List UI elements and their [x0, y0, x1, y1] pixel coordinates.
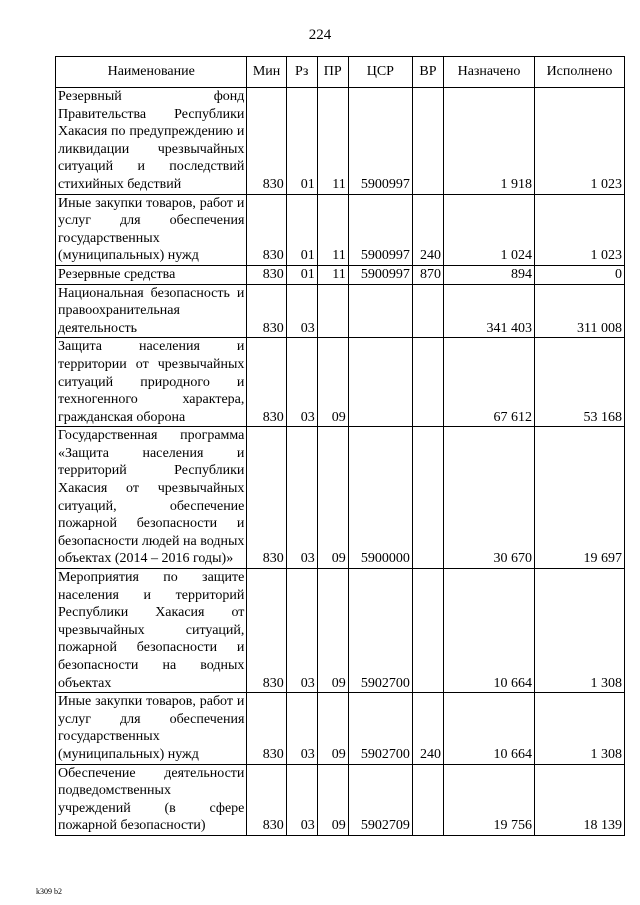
cell-rz: 03: [286, 764, 317, 835]
table-row: [56, 764, 625, 835]
cell-rz: 03: [286, 338, 317, 427]
table-row: [56, 88, 625, 195]
cell-name: Иные закупки товаров, работ и услуг для обеспечения государственных (муниципальных) нужд: [56, 194, 247, 265]
cell-assigned: 10 664: [443, 569, 534, 693]
cell-pr: 09: [317, 427, 348, 569]
table-row: [56, 284, 625, 338]
cell-csr: 5902700: [348, 693, 412, 764]
cell-csr: 5900997: [348, 194, 412, 265]
cell-assigned: 19 756: [443, 764, 534, 835]
cell-assigned: 30 670: [443, 427, 534, 569]
table-row: [56, 338, 625, 427]
cell-rz: 03: [286, 427, 317, 569]
cell-vr: [412, 569, 443, 693]
cell-min: 830: [247, 265, 286, 284]
table-row: [56, 427, 625, 569]
header-csr: ЦСР: [348, 57, 412, 88]
header-min: Мин: [247, 57, 286, 88]
cell-vr: [412, 427, 443, 569]
cell-min: 830: [247, 88, 286, 195]
cell-rz: 01: [286, 265, 317, 284]
table-row: [56, 569, 625, 693]
cell-min: 830: [247, 764, 286, 835]
table-row: [56, 194, 625, 265]
cell-rz: 03: [286, 693, 317, 764]
cell-pr: [317, 284, 348, 338]
cell-vr: [412, 338, 443, 427]
cell-name: Мероприятия по защите населения и территорий Республики Хакасия от чрезвычайных ситуаций, пожарной безопасности и безопасности на водных объектах: [56, 569, 247, 693]
cell-min: 830: [247, 194, 286, 265]
cell-csr: 5900000: [348, 427, 412, 569]
cell-pr: 09: [317, 693, 348, 764]
cell-csr: 5902700: [348, 569, 412, 693]
cell-executed: 19 697: [534, 427, 624, 569]
cell-pr: 11: [317, 194, 348, 265]
cell-executed: 1 308: [534, 693, 624, 764]
cell-vr: [412, 88, 443, 195]
header-rz: Рз: [286, 57, 317, 88]
cell-name: Государственная программа «Защита населения и территорий Республики Хакасия от чрезвычайных ситуаций, обеспечение пожарной безопасности и безопасности людей на водных объектах (2014 – 2016 годы)»: [56, 427, 247, 569]
cell-csr: [348, 284, 412, 338]
cell-csr: [348, 338, 412, 427]
cell-assigned: 1 024: [443, 194, 534, 265]
cell-assigned: 1 918: [443, 88, 534, 195]
cell-min: 830: [247, 427, 286, 569]
cell-min: 830: [247, 693, 286, 764]
footer-code: k309 b2: [36, 887, 62, 896]
cell-pr: 11: [317, 88, 348, 195]
cell-assigned: 67 612: [443, 338, 534, 427]
cell-min: 830: [247, 338, 286, 427]
cell-min: 830: [247, 569, 286, 693]
cell-name: Резервный фонд Правительства Республики Хакасия по предупреждению и ликвидации чрезвычайных ситуаций и последствий стихийных бедствий: [56, 88, 247, 195]
cell-name: Резервные средства: [56, 265, 247, 284]
cell-name: Обеспечение деятельности подведомственных учреждений (в сфере пожарной безопасности): [56, 764, 247, 835]
cell-assigned: 10 664: [443, 693, 534, 764]
cell-vr: 870: [412, 265, 443, 284]
table-row: [56, 693, 625, 764]
cell-executed: 1 023: [534, 194, 624, 265]
cell-executed: 1 308: [534, 569, 624, 693]
cell-name: Национальная безопасность и правоохранительная деятельность: [56, 284, 247, 338]
header-row: [56, 57, 625, 88]
cell-vr: [412, 764, 443, 835]
cell-csr: 5902709: [348, 764, 412, 835]
header-name: Наименование: [56, 57, 247, 88]
header-vr: ВР: [412, 57, 443, 88]
page-number: 224: [308, 27, 332, 43]
cell-min: 830: [247, 284, 286, 338]
cell-rz: 01: [286, 88, 317, 195]
cell-rz: 03: [286, 569, 317, 693]
cell-vr: 240: [412, 194, 443, 265]
cell-pr: 09: [317, 338, 348, 427]
budget-table: [55, 56, 625, 836]
cell-rz: 03: [286, 284, 317, 338]
cell-name: Защита населения и территории от чрезвычайных ситуаций природного и техногенного характера, гражданская оборона: [56, 338, 247, 427]
cell-pr: 09: [317, 764, 348, 835]
cell-executed: 311 008: [534, 284, 624, 338]
cell-rz: 01: [286, 194, 317, 265]
header-executed: Исполнено: [534, 57, 624, 88]
cell-name: Иные закупки товаров, работ и услуг для обеспечения государственных (муниципальных) нужд: [56, 693, 247, 764]
cell-csr: 5900997: [348, 265, 412, 284]
cell-executed: 1 023: [534, 88, 624, 195]
cell-csr: 5900997: [348, 88, 412, 195]
cell-assigned: 341 403: [443, 284, 534, 338]
cell-pr: 11: [317, 265, 348, 284]
cell-executed: 53 168: [534, 338, 624, 427]
header-pr: ПР: [317, 57, 348, 88]
table-row: [56, 265, 625, 284]
header-assigned: Назначено: [443, 57, 534, 88]
cell-vr: [412, 284, 443, 338]
cell-executed: 18 139: [534, 764, 624, 835]
cell-assigned: 894: [443, 265, 534, 284]
cell-executed: 0: [534, 265, 624, 284]
cell-vr: 240: [412, 693, 443, 764]
cell-pr: 09: [317, 569, 348, 693]
